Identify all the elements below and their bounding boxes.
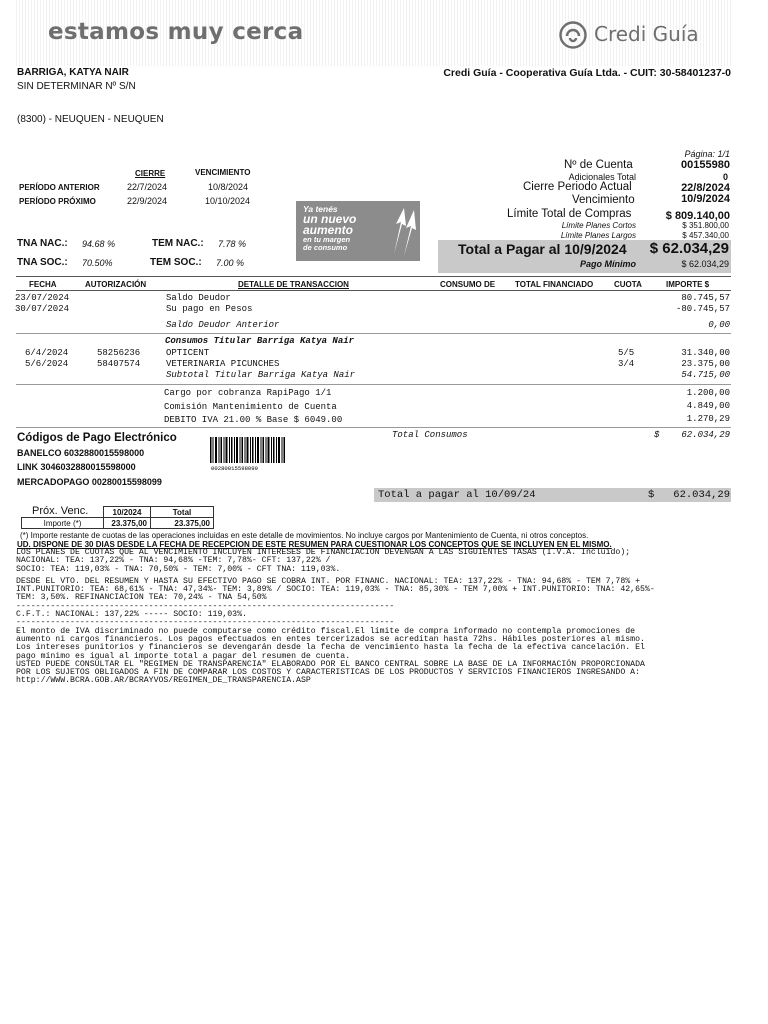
row-detalle: VETERINARIA PICUNCHES [166,359,280,369]
cuenta-label: Nº de Cuenta [564,159,633,171]
limite-compras-label: Límite Total de Compras [507,208,632,220]
tna-soc-value: 70.50% [82,258,113,268]
up-arrows-icon [392,204,418,258]
col-consumo: CONSUMO DE [440,280,496,289]
promo-line-3: aumento [303,223,354,237]
codigos-title: Códigos de Pago Electrónico [17,432,177,444]
total-pagar-bar-value: 62.034,29 [673,489,730,501]
legal-line: aumento ni cargos financieros. Los pagos efectuados en entes tercerizados se acreditan hasta 72hs. Hábiles posteriores al mismo. [16,634,645,644]
periodo-proximo-label: PERÍODO PRÓXIMO [19,197,96,206]
prox-venc-label: Próx. Venc. [32,505,89,517]
cierre-actual-label: Cierre Periodo Actual [523,181,632,193]
row-detalle: Saldo Deudor [166,293,231,303]
row-fecha: 30/07/2024 [15,304,70,314]
total-pagar-bar-currency: $ [648,489,655,501]
tem-nac-label: TEM NAC.: [152,238,204,249]
total-pagar-bar-label: Total a pagar al 10/09/24 [378,489,536,501]
prox-value-1: 23.375,00 [104,518,151,529]
row-detalle: Saldo Deudor Anterior [166,320,280,330]
row-autorizacion: 58407574 [97,359,141,369]
promo-line-5: de consumo [303,243,348,252]
total-consumos-value: 62.034,29 [681,430,730,440]
cuenta-value: 00155980 [681,159,730,171]
row-fecha: 6/4/2024 [25,348,69,358]
legal-line: ----------------------------------------------------------------------------- [16,601,395,611]
tem-nac-value: 7.78 % [218,239,247,249]
customer-address: SIN DETERMINAR Nº S/N [17,81,136,92]
row-importe: 1.200,00 [686,388,730,398]
tna-nac-label: TNA NAC.: [17,238,68,249]
periodo-proximo-venc: 10/10/2024 [205,196,251,206]
table-top-rule [16,276,731,277]
row-detalle: Subtotal Titular Barriga Katya Nair [166,370,356,380]
adicionales-value: 0 [722,172,728,182]
row-cuota: 5/5 [618,348,635,358]
row-detalle: Consumos Titular Barriga Katya Nair [165,336,355,346]
legal-line: http://WWW.BCRA.GOB.AR/BCRAYVOS/REGIMEN_DE_TRANSPARENCIA.ASP [16,676,311,686]
row-detalle: OPTICENT [166,348,210,358]
promo-line-4: en tu margen [303,235,351,244]
section-rule [16,333,731,334]
row-importe: 1.270,29 [686,414,730,424]
periodo-proximo-cierre: 22/9/2024 [127,196,168,206]
section-rule [16,427,731,428]
periodo-anterior-cierre: 22/7/2024 [127,182,168,192]
row-importe: 4.849,00 [686,401,730,411]
slogan-text: estamos muy cerca [48,19,304,45]
periodo-anterior-label: PERÍODO ANTERIOR [19,183,100,192]
cierre-header: CIERRE [135,169,166,178]
legal-line: POR LOS SUJETOS OBLIGADOS A FIN DE COMPARAR LOS COSTOS Y CARACTERISTICAS DE LOS PRODUCTOS Y SERVICIOS FINANCIEROS INGRESANDO A: [16,668,640,678]
row-fecha: 5/6/2024 [25,359,69,369]
adicionales-label: Adicionales Total [568,172,636,182]
vencimiento-header: VENCIMIENTO [195,168,251,177]
col-financiado: TOTAL FINANCIADO [515,280,594,289]
codigo-banelco: BANELCO 6032880015598000 [17,448,145,458]
tem-soc-label: TEM SOC.: [150,257,202,268]
pago-minimo-label: Pago Mínimo [580,259,636,269]
promo-text [303,204,356,252]
prox-col-2: Total [151,507,214,518]
legal-line: USTED PUEDE CONSULTAR EL "REGIMEN DE TRANSPARENCIA" ELABORADO POR EL BANCO CENTRAL SOBRE LA BASE DE LA INFORMACIÓN PROPORCIONADA [16,659,645,669]
row-detalle: Comisión Mantenimiento de Cuenta [164,402,337,412]
row-importe: 0,00 [708,320,730,330]
legal-line: El monto de IVA discriminado no puede computarse como crédito fiscal.El límite de compra informado no contempla promociones de [16,626,636,636]
col-fecha: FECHA [29,280,57,289]
prox-empty-cell [22,507,104,518]
legal-line: SOCIO: TEA: 119,03% - TNA: 70,50% - TEM: 7,00% - CFT TNA: 119,03%. [16,564,341,574]
legal-line: C.F.T.: NACIONAL: 137,22% ----- SOCIO: 119,03%. [16,610,247,620]
customer-name: BARRIGA, KATYA NAIR [17,67,129,78]
row-importe: 23.375,00 [681,359,730,369]
prox-value-2: 23.375,00 [151,518,214,529]
legal-line: LOS PLANES DE CUOTAS QUE AL VENCIMIENTO INCLUYEN INTERESES DE FINANCIACION DEVENGAN A LAS SIGUIENTES TASAS (I.V.A. Incluido); [16,548,631,557]
promo-line-1: Ya tenés [303,204,338,214]
row-importe: 31.340,00 [681,348,730,358]
promo-line-2: un nuevo [303,212,357,226]
total-pagar-label: Total a Pagar al 10/9/2024 [458,241,627,257]
header-rule [16,290,731,291]
prox-col-1: 10/2024 [104,507,151,518]
pago-minimo-value: $ 62.034,29 [681,259,729,269]
col-detalle: DETALLE DE TRANSACCION [238,280,349,289]
legal-line: DESDE EL VTO. DEL RESUMEN Y HASTA SU EFECTIVO PAGO SE COBRA INT. POR FINANC. NACIONAL: TEA: 137,22% - TNA: 94,68% - TEM 7,78% + [16,576,640,586]
limite-largos-value: $ 457.340,00 [682,231,729,240]
cierre-actual-value: 22/8/2024 [681,182,730,194]
row-autorizacion: 58256236 [97,348,141,358]
legal-line: TEM: 3,50%. REFINANCIACION TEA: 70,24% - TNA 54,50% [16,593,267,603]
row-detalle: Cargo por cobranza RapiPago 1/1 [164,388,332,398]
payment-barcode [210,437,285,471]
prox-venc-table [21,506,214,529]
legal-line: Los intereses punitorios y financieros se devengarán desde la fecha de vencimiento hasta la fecha de la efectiva cancelación. El [16,643,645,653]
customer-city: (8300) - NEUQUEN - NEUQUEN [17,114,164,125]
vencimiento-value: 10/9/2024 [681,193,730,205]
col-cuota: CUOTA [614,280,642,289]
legal-line: pago mínimo es igual al importe total a pagar del resumen de cuenta. [16,651,351,661]
legal-line: INT.PUNITORIO: TEA: 68,61% - TNA: 47,34%- TEM: 3,89% / SOCIO: TEA: 119,03% - TNA: 85,30% - TEM 7,00% + INT.PUNITORIO: TNA: 42,65%- [16,585,655,595]
legal-line: NACIONAL: TEA: 137,22% - TNA: 94,68% -TEM: 7,78%- CFT: 137,22% / [16,556,331,566]
limite-compras-value: $ 809.140,00 [665,210,730,222]
codigo-link: LINK 3046032880015598000 [17,462,136,472]
row-importe: -80.745,57 [675,304,730,314]
tem-soc-value: 7.00 % [216,258,245,268]
limite-cortos-value: $ 351.800,00 [682,221,729,230]
row-importe: 80.745,57 [681,293,730,303]
col-importe: IMPORTE $ [666,280,710,289]
limite-cortos-label: Límite Planes Cortos [561,221,636,230]
note-importe: (*) Importe restante de cuotas de las operaciones incluidas en este detalle de movimientos. No incluye cargos por Mantenimiento de Cuenta, ni otros conceptos. [20,531,589,540]
codigo-mercadopago: MERCADOPAGO 00280015598099 [17,477,162,487]
periodo-anterior-venc: 10/8/2024 [208,182,249,192]
tna-nac-value: 94.68 % [82,239,116,249]
row-importe: 54.715,00 [681,370,730,380]
limite-largos-label: Límite Planes Largos [560,231,636,240]
vencimiento-label: Vencimiento [572,194,635,206]
brand-name: Credi Guía [594,22,699,46]
row-fecha: 23/07/2024 [15,293,70,303]
page-number: Página: 1/1 [684,149,730,159]
total-consumos-label: Total Consumos [392,430,468,440]
row-detalle: Su pago en Pesos [166,304,253,314]
section-rule [16,384,731,385]
prox-row-label: Importe (*) [22,518,104,529]
issuer-info: Credi Guía - Cooperativa Guía Ltda. - CUIT: 30-58401237-0 [443,67,731,79]
legal-line: ----------------------------------------------------------------------------- [16,618,395,628]
credi-guia-logo-icon [558,20,588,50]
legal-text [16,549,732,686]
total-consumos-currency: $ [654,430,660,440]
col-autorizacion: AUTORIZACIÓN [85,280,147,289]
barcode-number: 00280015598099 [211,465,258,471]
row-detalle: DEBITO IVA 21.00 % Base $ 6049.00 [164,415,343,425]
total-pagar-value: $ 62.034,29 [649,240,729,257]
row-cuota: 3/4 [618,359,635,369]
note-30-dias: UD. DISPONE DE 30 DIAS DESDE LA FECHA DE RECEPCION DE ESTE RESUMEN PARA CUESTIONAR LOS CONCEPTOS QUE SE INCLUYEN EN EL MISMO. [17,540,612,549]
tna-soc-label: TNA SOC.: [17,257,68,268]
